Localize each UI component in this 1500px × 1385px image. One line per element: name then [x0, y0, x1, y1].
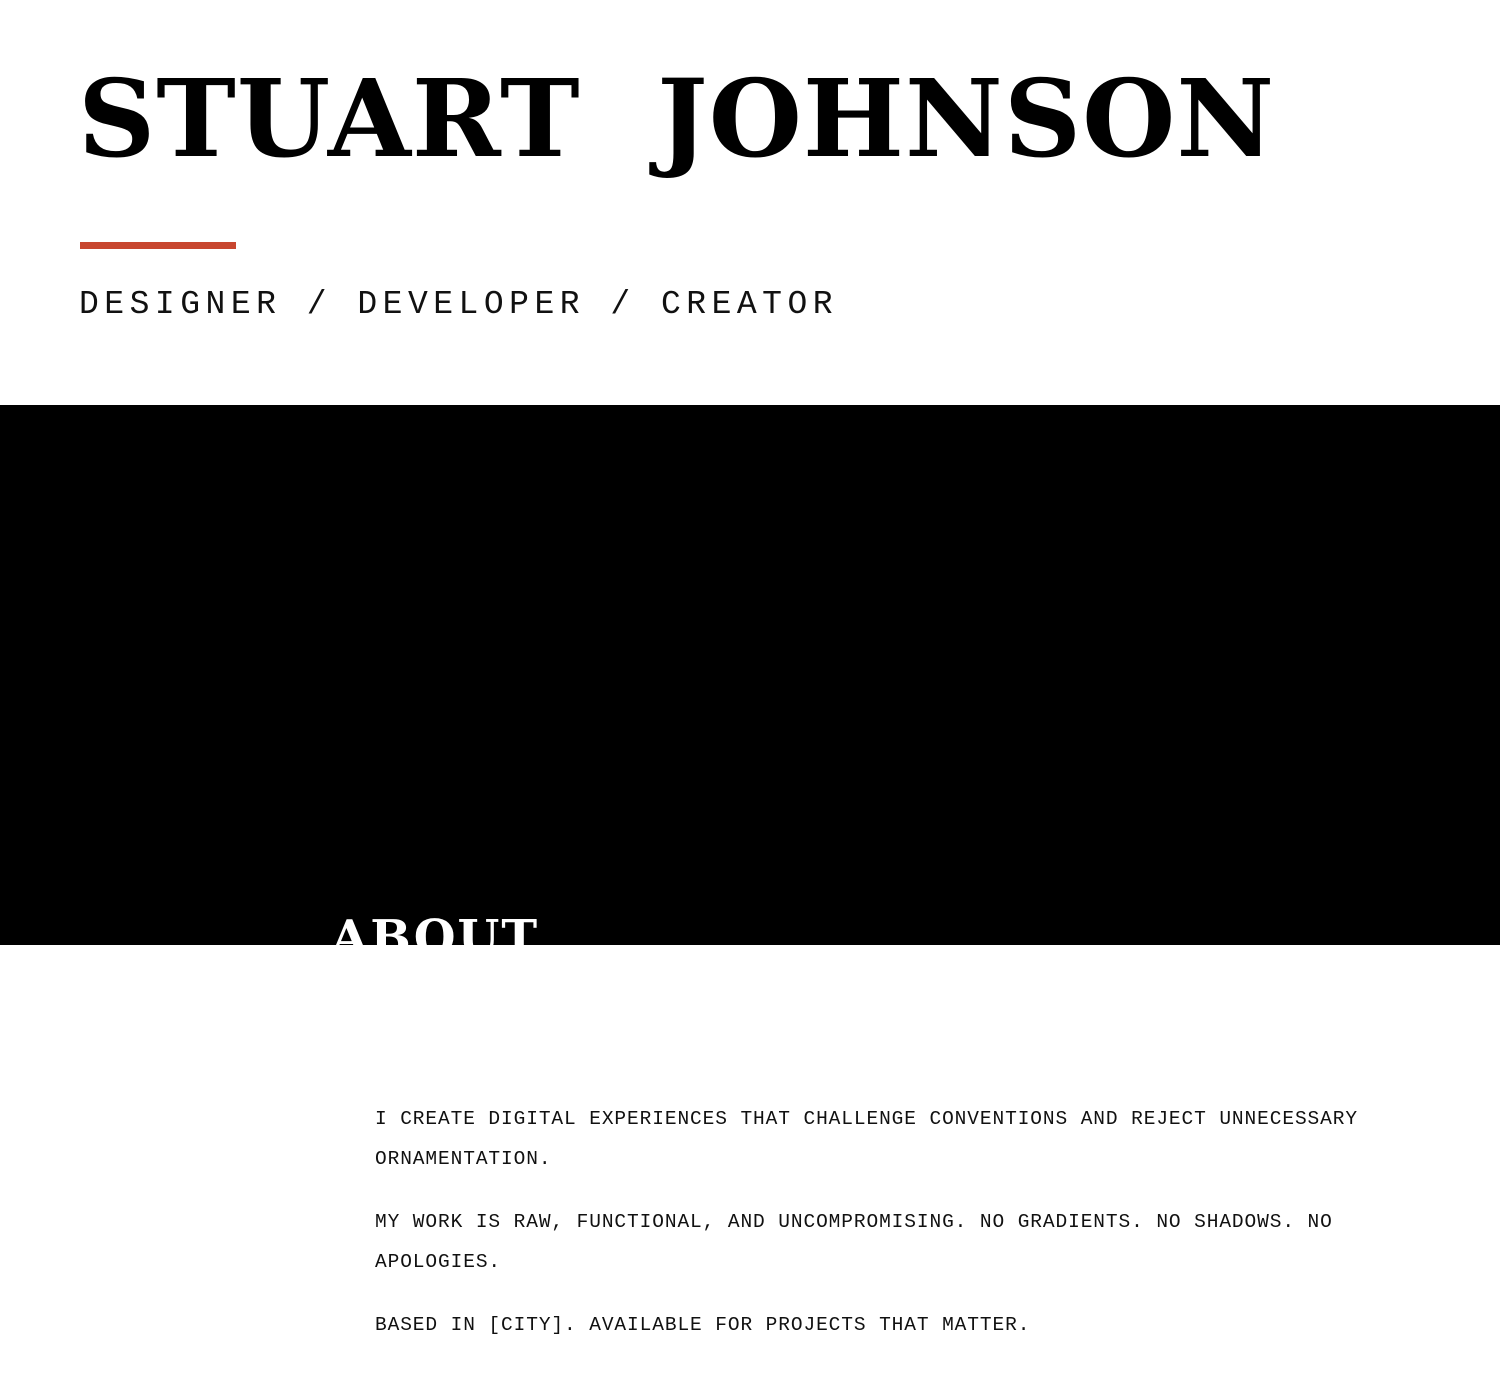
about-paragraph: BASED IN [CITY]. AVAILABLE FOR PROJECTS THAT MATTER. — [375, 1314, 1031, 1336]
about-heading: ABOUT — [331, 910, 540, 966]
about-section — [0, 405, 1500, 1336]
hero-subtitle: DESIGNER / DEVELOPER / CREATOR — [79, 286, 839, 323]
about-paragraph: MY WORK IS RAW, FUNCTIONAL, AND UNCOMPROMISING. NO GRADIENTS. NO SHADOWS. NO APOLOGIES. — [375, 1211, 1333, 1273]
about-card — [331, 1037, 1430, 1385]
about-heading-divider — [332, 997, 552, 1003]
hero-section — [0, 0, 1500, 405]
about-paragraph: I CREATE DIGITAL EXPERIENCES THAT CHALLENGE CONVENTIONS AND REJECT UNNECESSARY ORNAMENTATION. — [375, 1108, 1358, 1170]
page-title: STUART JOHNSON — [78, 57, 1276, 182]
accent-divider — [80, 242, 236, 249]
